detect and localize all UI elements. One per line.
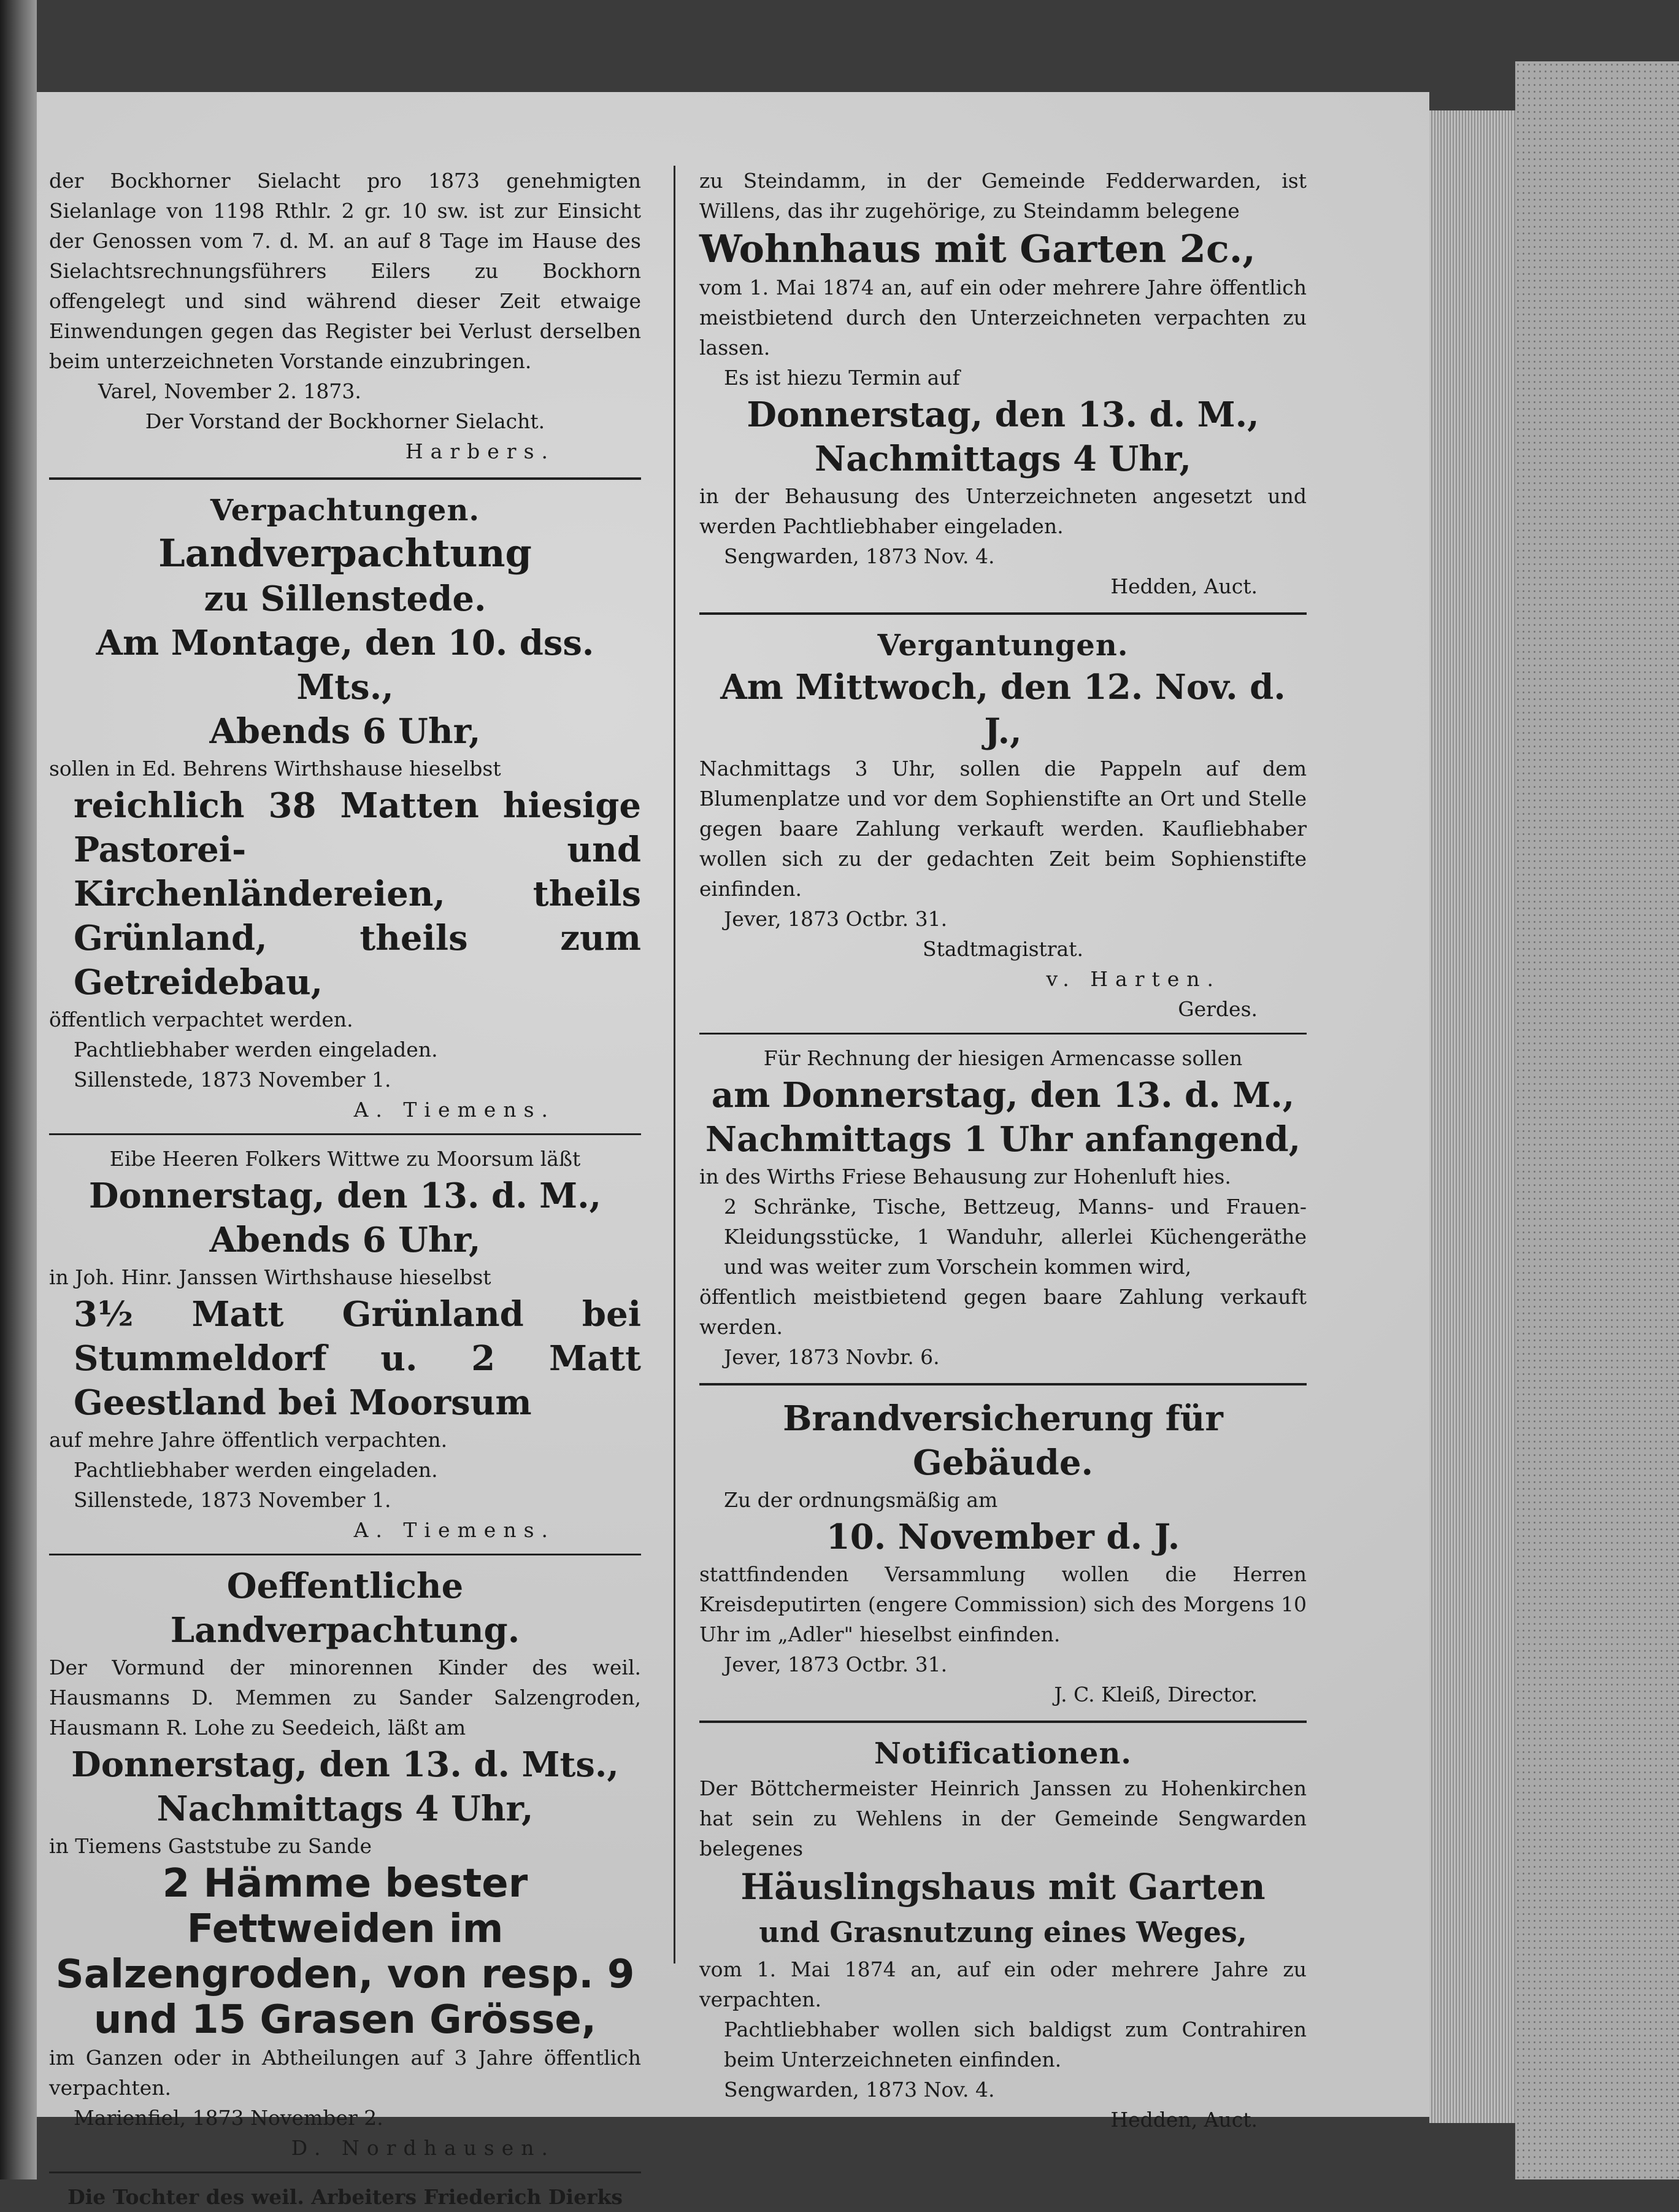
section-heading-vergantungen: Vergantungen. <box>877 628 1129 663</box>
ad-highlight: am Donnerstag, den 13. d. M., Nachmittags 1 Uhr anfangend, <box>705 1075 1301 1160</box>
ad-place: Sillenstede, 1873 November 1. <box>74 1488 391 1512</box>
separator-rule <box>699 1383 1307 1385</box>
ad-text: Pachtliebhaber wollen sich baldigst zum Contrahiren beim Unterzeichneten einfinden. <box>724 2017 1307 2071</box>
ad-place: Sengwarden, 1873 Nov. 4. <box>724 2078 995 2102</box>
ad-text: Nachmittags 3 Uhr, sollen die Pappeln auf dem Blumenplatze und vor dem Sophienstifte an Ort und Stelle gegen baare Zahlung verkauft werden. Kaufliebhaber wollen sich zu der gedachten Zeit beim Sophienstifte einfinden. <box>699 757 1307 901</box>
ad-place: Jever, 1873 Octbr. 31. <box>724 1652 948 1676</box>
ad-text: in der Behausung des Unterzeichneten angesetzt und werden Pachtliebhaber eingeladen. <box>699 484 1307 538</box>
ad-place: Jever, 1873 Novbr. 6. <box>724 1345 940 1369</box>
notice-sielacht-signature: Harbers. <box>405 439 555 463</box>
ad-text: in Tiemens Gaststube zu Sande <box>49 1834 372 1858</box>
ad-title-landverpachtung: Landverpachtung <box>158 531 532 576</box>
ad-text: Pachtliebhaber werden eingeladen. <box>74 1458 438 1482</box>
ad-text: stattfindenden Versammlung wollen die Herren Kreisdeputirten (engere Commission) sich des Morgens 10 Uhr im „Adler" hieselbst einfinden. <box>699 1562 1307 1646</box>
page-stack-edge <box>1429 110 1515 2123</box>
ad-text: Es ist hiezu Termin auf <box>724 366 960 390</box>
notice-sielacht-org: Der Vorstand der Bockhorner Sielacht. <box>145 409 545 433</box>
ad-text: zu Steindamm, in der Gemeinde Fedderwarden, ist Willens, das ihr zugehörige, zu Steindamm belegene <box>699 169 1307 223</box>
ad-place: Sengwarden, 1873 Nov. 4. <box>724 544 995 568</box>
ad-text: 2 Schränke, Tische, Bettzeug, Manns- und Frauen-Kleidungsstücke, 1 Wanduhr, allerlei Küchengeräthe und was weiter zum Vorschein kommen wird, <box>724 1195 1307 1279</box>
ad-text: Der Böttchermeister Heinrich Janssen zu Hohenkirchen hat sein zu Wehlens in der Gemeinde Sengwarden belegenes <box>699 1776 1307 1860</box>
ad-text: auf mehre Jahre öffentlich verpachten. <box>49 1428 448 1452</box>
ad-text: sollen in Ed. Behrens Wirthshause hieselbst <box>49 757 501 780</box>
ad-highlight: 3½ Matt Grünland bei Stummeldorf u. 2 Matt Geestland bei Moorsum <box>74 1294 641 1423</box>
right-column <box>699 166 1307 2135</box>
ad-subtitle-sillenstede: zu Sillenstede. <box>204 579 486 619</box>
column-divider <box>674 166 675 1963</box>
ad-date: Donnerstag, den 13. d. Mts., <box>71 1744 619 1785</box>
ad-text: Der Vormund der minorennen Kinder des weil. Hausmanns D. Memmen zu Sander Salzengroden, Hausmann R. Lohe zu Seedeich, läßt am <box>49 1655 641 1740</box>
separator-rule <box>699 1033 1307 1035</box>
ad-text: Zu der ordnungsmäßig am <box>724 1488 998 1512</box>
ad-text: vom 1. Mai 1874 an, auf ein oder mehrere Jahre zu verpachten. <box>699 1957 1307 2011</box>
ad-signature: D. Nordhausen. <box>291 2136 555 2160</box>
section-heading-verpachtungen: Verpachtungen. <box>210 493 480 528</box>
ad-place: Marienfiel, 1873 November 2. <box>74 2106 383 2130</box>
ad-date: Donnerstag, den 13. d. M., <box>747 395 1259 435</box>
ad-text: im Ganzen oder in Abtheilungen auf 3 Jahre öffentlich verpachten. <box>49 2046 641 2100</box>
ad-title-haeuslingshaus: Häuslingshaus mit Garten <box>740 1866 1266 1908</box>
separator-rule <box>699 1721 1307 1723</box>
book-binding-edge <box>0 0 37 2179</box>
ad-place: Sillenstede, 1873 November 1. <box>74 1068 391 1092</box>
ad-title-wohnhaus: Wohnhaus mit Garten 2c., <box>699 226 1256 271</box>
ad-signature-second: Gerdes. <box>1178 997 1258 1021</box>
ad-highlight: reichlich 38 Matten hiesige Pastorei- und Kirchenländereien, theils Grünland, theils zum Getreidebau, <box>74 785 641 1003</box>
ad-text: öffentlich verpachtet werden. <box>49 1008 353 1031</box>
ad-time: Nachmittags 4 Uhr, <box>815 439 1191 479</box>
ad-title-oeffentliche-landverpachtung: Oeffentliche Landverpachtung. <box>170 1566 520 1651</box>
ad-signature: Hedden, Auct. <box>1110 2108 1258 2132</box>
ad-subtitle: und Grasnutzung eines Weges, <box>759 1916 1247 1949</box>
ad-text: Pachtliebhaber werden eingeladen. <box>74 1038 438 1062</box>
separator-rule <box>49 477 641 480</box>
ad-text: vom 1. Mai 1874 an, auf ein oder mehrere Jahre öffentlich meistbietend durch den Unterzeichneten verpachten zu lassen. <box>699 276 1307 360</box>
notice-sielacht-text: der Bockhorner Sielacht pro 1873 genehmigten Sielanlage von 1198 Rthlr. 2 gr. 10 sw. ist zur Einsicht der Genossen vom 7. d. M. an auf 8 Tage im Hause des Sielachtsrechnungsführers Eilers zu Bockhorn offengelegt und sind während dieser Zeit etwaige Einwendungen gegen das Register bei Verlust derselben beim unterzeichneten Vorstande einzubringen. <box>49 169 641 373</box>
ad-signature: A. Tiemens. <box>353 1518 555 1542</box>
section-heading-notificationen: Notificationen. <box>874 1736 1132 1771</box>
ad-time: Abends 6 Uhr, <box>209 1220 481 1260</box>
notice-sielacht-place: Varel, November 2. 1873. <box>98 379 361 403</box>
ad-intro: Die Tochter des weil. Arbeiters Friederich Dierks <box>67 2185 623 2209</box>
ad-text: in des Wirths Friese Behausung zur Hohenluft hies. <box>699 1165 1231 1189</box>
ad-date: Am Montage, den 10. dss. Mts., <box>96 623 594 707</box>
separator-rule <box>49 2172 641 2173</box>
ad-signature: J. C. Kleiß, Director. <box>1054 1682 1258 1706</box>
ad-time: Nachmittags 4 Uhr, <box>156 1789 534 1829</box>
ad-text: in Joh. Hinr. Janssen Wirthshause hieselbst <box>49 1265 491 1289</box>
ad-date: Donnerstag, den 13. d. M., <box>88 1176 602 1216</box>
ad-highlight: 2 Hämme bester Fettweiden im Salzengroden, von resp. 9 und 15 Grasen Grösse, <box>55 1861 635 2043</box>
ad-text: öffentlich meistbietend gegen baare Zahlung verkauft werden. <box>699 1285 1307 1339</box>
ad-signature: v. Harten. <box>1046 967 1221 991</box>
ad-date: 10. November d. J. <box>826 1517 1180 1557</box>
left-column <box>49 166 641 2212</box>
separator-rule <box>49 1133 641 1135</box>
ad-place: Jever, 1873 Octbr. 31. <box>724 907 948 931</box>
ad-signature: Hedden, Auct. <box>1110 574 1258 598</box>
separator-rule <box>699 612 1307 615</box>
ad-time: Abends 6 Uhr, <box>209 711 481 752</box>
ad-title-brandversicherung: Brandversicherung für Gebäude. <box>783 1398 1223 1483</box>
separator-rule <box>49 1554 641 1555</box>
ad-intro: Für Rechnung der hiesigen Armencasse sollen <box>763 1046 1243 1070</box>
ad-intro: Eibe Heeren Folkers Wittwe zu Moorsum läßt <box>109 1147 581 1171</box>
ad-org: Stadtmagistrat. <box>923 937 1083 961</box>
book-cover-edge <box>1515 61 1679 2179</box>
ad-signature: A. Tiemens. <box>353 1098 555 1122</box>
ad-date: Am Mittwoch, den 12. Nov. d. J., <box>720 667 1286 752</box>
